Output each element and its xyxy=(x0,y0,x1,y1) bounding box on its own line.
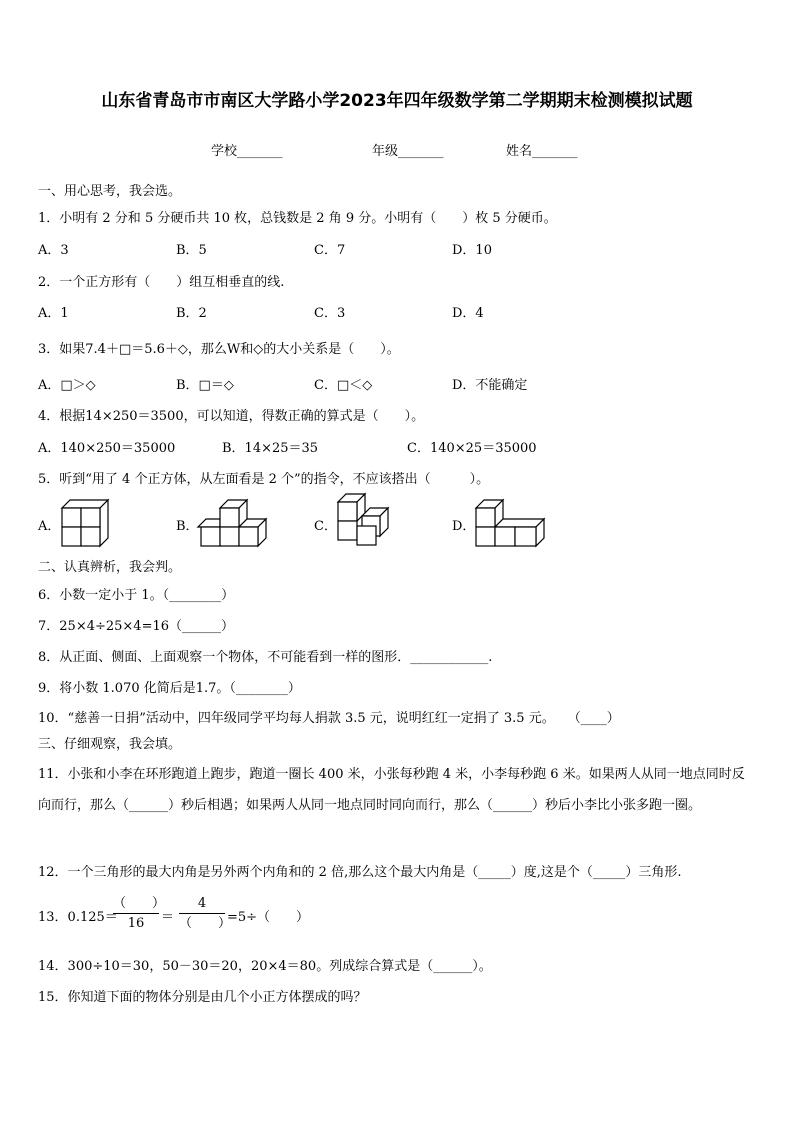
name-field: 姓名_______ xyxy=(506,144,578,159)
q13-fraction-1-numerator: （ ） xyxy=(113,896,166,911)
q4-option-c: C．140×25＝35000 xyxy=(407,441,537,456)
q13-prefix: 13．0.125＝ xyxy=(38,910,118,925)
question-7: 7．25×4÷25×4=16（______） xyxy=(38,619,235,634)
q2-option-b: B．2 xyxy=(176,306,207,321)
q5-option-a: A． xyxy=(38,519,61,534)
fraction-bar xyxy=(179,913,225,914)
question-1: 1．小明有 2 分和 5 分硬币共 10 枚，总钱数是 2 角 9 分。小明有（ ）枚 5 分硬币。 xyxy=(38,211,557,226)
q13-equals: ＝ xyxy=(161,910,175,925)
question-5: 5．听到“用了 4 个正方体，从左面看是 2 个”的指令，不应该搭出（ ）。 xyxy=(38,472,490,487)
grade-field: 年级_______ xyxy=(372,144,444,159)
q3-option-b: B．□＝◇ xyxy=(176,378,234,393)
q13-suffix: =5÷（ ） xyxy=(227,910,310,925)
section-heading-2: 二、认真辨析，我会判。 xyxy=(38,560,182,575)
cube-figure-b xyxy=(198,500,266,546)
question-6: 6．小数一定小于 1。（________） xyxy=(38,588,235,603)
cube-figure-c xyxy=(338,494,388,546)
question-10: 10．“慈善一日捐”活动中，四年级同学平均每人捐款 3.5 元，说明红红一定捐了 3.5 元。 （____） xyxy=(38,711,620,726)
q13-fraction-2-numerator: 4 xyxy=(197,896,207,911)
q1-option-c: C．7 xyxy=(314,243,346,258)
q13-fraction-1 xyxy=(113,895,166,932)
question-8: 8．从正面、侧面、上面观察一个物体，不可能看到一样的图形．____________. xyxy=(38,650,493,665)
question-2: 2．一个正方形有（ ）组互相垂直的线. xyxy=(38,275,285,290)
q2-option-a: A．1 xyxy=(38,306,69,321)
cube-figure-d xyxy=(476,500,544,546)
page-title: 山东省青岛市市南区大学路小学2023年四年级数学第二学期期末检测模拟试题 xyxy=(101,91,693,111)
q5-option-b: B． xyxy=(176,519,199,534)
q13-fraction-2 xyxy=(179,895,232,932)
q3-option-d: D．不能确定 xyxy=(452,378,528,393)
question-11: 11．小张和小李在环形跑道上跑步，跑道一圈长 400 米，小张每秒跑 4 米，小李每秒跑 6 米。如果两人从同一地点同时反向而行，那么（______）秒后相遇；如果两人从同一地点同时同向而行，那么（______）秒后小李比小张多跑一圈。 xyxy=(38,767,745,813)
fraction-bar xyxy=(113,913,159,914)
question-12: 12．一个三角形的最大内角是另外两个内角和的 2 倍,那么这个最大内角是（_____）度,这是个（_____）三角形. xyxy=(38,865,682,880)
q1-option-a: A．3 xyxy=(38,243,69,258)
q3-option-c: C．□＜◇ xyxy=(314,378,373,393)
question-3: 3．如果7.4＋□＝5.6＋◇，那么W和◇的大小关系是（ ）。 xyxy=(38,342,400,357)
q5-option-d: D． xyxy=(452,519,476,534)
q13-fraction-2-denominator: （ ） xyxy=(179,916,232,931)
q1-option-d: D．10 xyxy=(452,243,492,258)
q13-fraction-1-denominator: 16 xyxy=(127,916,145,931)
cube-figure-a xyxy=(62,500,108,546)
question-4: 4．根据14×250＝3500，可以知道，得数正确的算式是（ ）。 xyxy=(38,409,425,424)
q3-option-a: A．□＞◇ xyxy=(38,378,96,393)
q4-option-b: B．14×25＝35 xyxy=(222,441,319,456)
q5-option-c: C． xyxy=(314,519,337,534)
section-heading-1: 一、用心思考，我会选。 xyxy=(38,184,182,199)
school-field: 学校_______ xyxy=(211,144,283,159)
q2-option-d: D．4 xyxy=(452,306,484,321)
q1-option-b: B．5 xyxy=(176,243,207,258)
question-15: 15．你知道下面的物体分别是由几个小正方体摆成的吗？ xyxy=(38,990,367,1005)
q2-option-c: C．3 xyxy=(314,306,346,321)
q4-option-a: A．140×250＝35000 xyxy=(38,441,176,456)
question-9: 9．将小数 1.070 化简后是1.7。（________） xyxy=(38,681,301,696)
section-heading-3: 三、仔细观察，我会填。 xyxy=(38,737,182,752)
question-14: 14．300÷10＝30，50－30＝20，20×4＝80。列成综合算式是（______）。 xyxy=(38,959,492,974)
